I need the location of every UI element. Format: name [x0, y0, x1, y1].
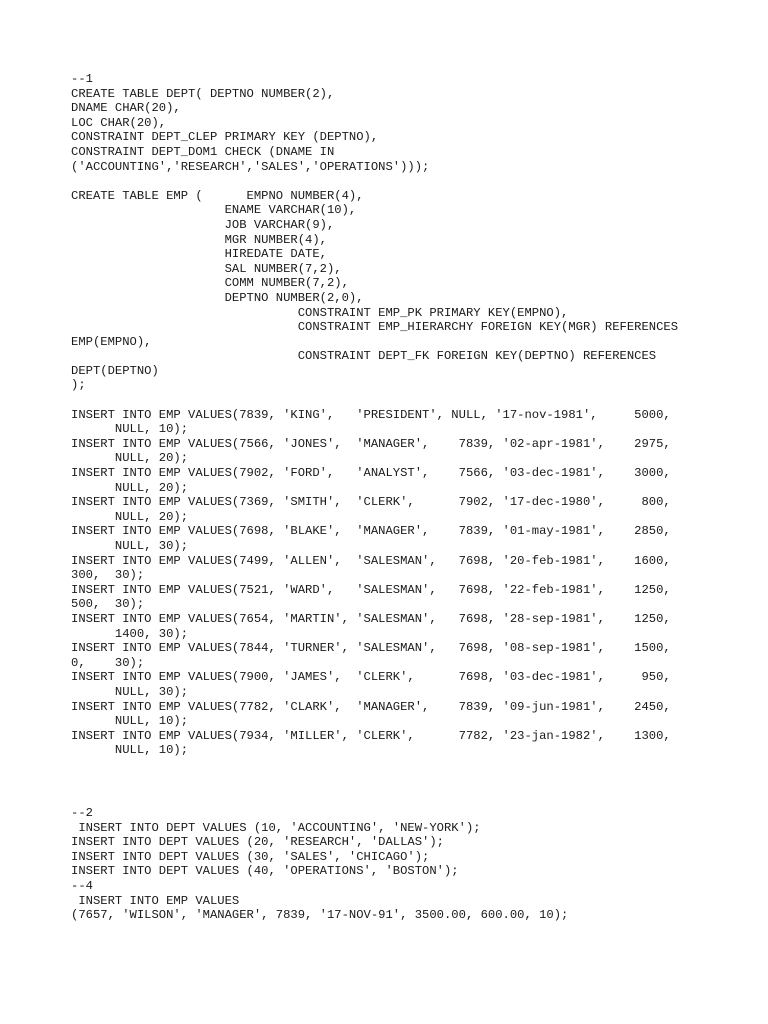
code-line: INSERT INTO EMP VALUES(7839, 'KING', 'PRESIDENT', NULL, '17-nov-1981', 5000,: [71, 407, 671, 422]
code-line: NULL, 30);: [71, 539, 189, 553]
code-line: INSERT INTO EMP VALUES(7782, 'CLARK', 'MANAGER', 7839, '09-jun-1981', 2450,: [71, 699, 671, 714]
code-line: JOB VARCHAR(9),: [71, 217, 335, 232]
code-line: MGR NUMBER(4),: [71, 232, 327, 247]
code-line: --4: [71, 878, 93, 893]
code-line: INSERT INTO EMP VALUES: [71, 893, 240, 908]
code-line: 0, 30);: [71, 655, 145, 670]
code-line: CONSTRAINT DEPT_CLEP PRIMARY KEY (DEPTNO),: [71, 130, 379, 145]
sql-section-2: [71, 806, 568, 923]
code-line: DNAME CHAR(20),: [71, 101, 181, 116]
code-line: INSERT INTO EMP VALUES(7499, 'ALLEN', 'SALESMAN', 7698, '20-feb-1981', 1600,: [71, 553, 671, 568]
code-line: INSERT INTO EMP VALUES(7902, 'FORD', 'ANALYST', 7566, '03-dec-1981', 3000,: [71, 466, 671, 481]
code-line: CONSTRAINT DEPT_DOM1 CHECK (DNAME IN: [71, 144, 335, 159]
code-line: CONSTRAINT EMP_PK PRIMARY KEY(EMPNO),: [71, 305, 569, 320]
code-line: CONSTRAINT DEPT_FK FOREIGN KEY(DEPTNO) REFERENCES: [71, 349, 657, 364]
code-line: DEPT(DEPTNO): [71, 363, 159, 378]
code-line: INSERT INTO EMP VALUES(7654, 'MARTIN', 'SALESMAN', 7698, '28-sep-1981', 1250,: [71, 611, 671, 626]
code-line: INSERT INTO DEPT VALUES (20, 'RESEARCH', 'DALLAS');: [71, 835, 444, 850]
code-line: INSERT INTO DEPT VALUES (10, 'ACCOUNTING', 'NEW-YORK');: [71, 820, 481, 835]
code-line: INSERT INTO EMP VALUES(7698, 'BLAKE', 'MANAGER', 7839, '01-may-1981', 2850,: [71, 524, 671, 539]
code-line: DEPTNO NUMBER(2,0),: [71, 290, 364, 305]
code-line: NULL, 20);: [71, 451, 189, 466]
code-line: INSERT INTO EMP VALUES(7900, 'JAMES', 'CLERK', 7698, '03-dec-1981', 950,: [71, 670, 671, 685]
code-line: INSERT INTO EMP VALUES(7566, 'JONES', 'MANAGER', 7839, '02-apr-1981', 2975,: [71, 436, 671, 451]
code-line: COMM NUMBER(7,2),: [71, 276, 349, 291]
code-line: NULL, 20);: [71, 480, 189, 495]
code-line: INSERT INTO EMP VALUES(7369, 'SMITH', 'CLERK', 7902, '17-dec-1980', 800,: [71, 495, 671, 510]
code-line: --2: [71, 806, 93, 820]
code-line: 300, 30);: [71, 568, 145, 583]
code-line: NULL, 10);: [71, 714, 189, 729]
code-line: --1: [71, 72, 93, 86]
code-line: );: [71, 378, 86, 393]
code-line: CREATE TABLE DEPT( DEPTNO NUMBER(2),: [71, 86, 335, 101]
code-line: INSERT INTO DEPT VALUES (30, 'SALES', 'CHICAGO');: [71, 849, 430, 864]
code-line: SAL NUMBER(7,2),: [71, 261, 342, 276]
code-line: CREATE TABLE EMP ( EMPNO NUMBER(4),: [71, 188, 364, 203]
code-line: NULL, 30);: [71, 684, 189, 699]
code-line: ENAME VARCHAR(10),: [71, 203, 357, 218]
code-line: EMP(EMPNO),: [71, 334, 152, 349]
code-line: 500, 30);: [71, 597, 145, 612]
code-line: NULL, 10);: [71, 743, 189, 758]
code-line: (7657, 'WILSON', 'MANAGER', 7839, '17-NOV-91', 3500.00, 600.00, 10);: [71, 908, 569, 923]
code-line: INSERT INTO EMP VALUES(7934, 'MILLER', 'CLERK', 7782, '23-jan-1982', 1300,: [71, 728, 671, 743]
code-line: NULL, 10);: [71, 422, 189, 437]
code-line: INSERT INTO DEPT VALUES (40, 'OPERATIONS', 'BOSTON');: [71, 864, 459, 879]
sql-section-1: [71, 72, 678, 758]
code-line: INSERT INTO EMP VALUES(7521, 'WARD', 'SALESMAN', 7698, '22-feb-1981', 1250,: [71, 582, 671, 597]
code-line: 1400, 30);: [71, 626, 189, 641]
code-line: INSERT INTO EMP VALUES(7844, 'TURNER', 'SALESMAN', 7698, '08-sep-1981', 1500,: [71, 641, 671, 656]
code-line: NULL, 20);: [71, 509, 189, 524]
code-line: HIREDATE DATE,: [71, 247, 327, 262]
code-line: ('ACCOUNTING','RESEARCH','SALES','OPERATIONS')));: [71, 159, 430, 174]
code-line: CONSTRAINT EMP_HIERARCHY FOREIGN KEY(MGR) REFERENCES: [71, 320, 679, 335]
code-line: LOC CHAR(20),: [71, 115, 167, 130]
